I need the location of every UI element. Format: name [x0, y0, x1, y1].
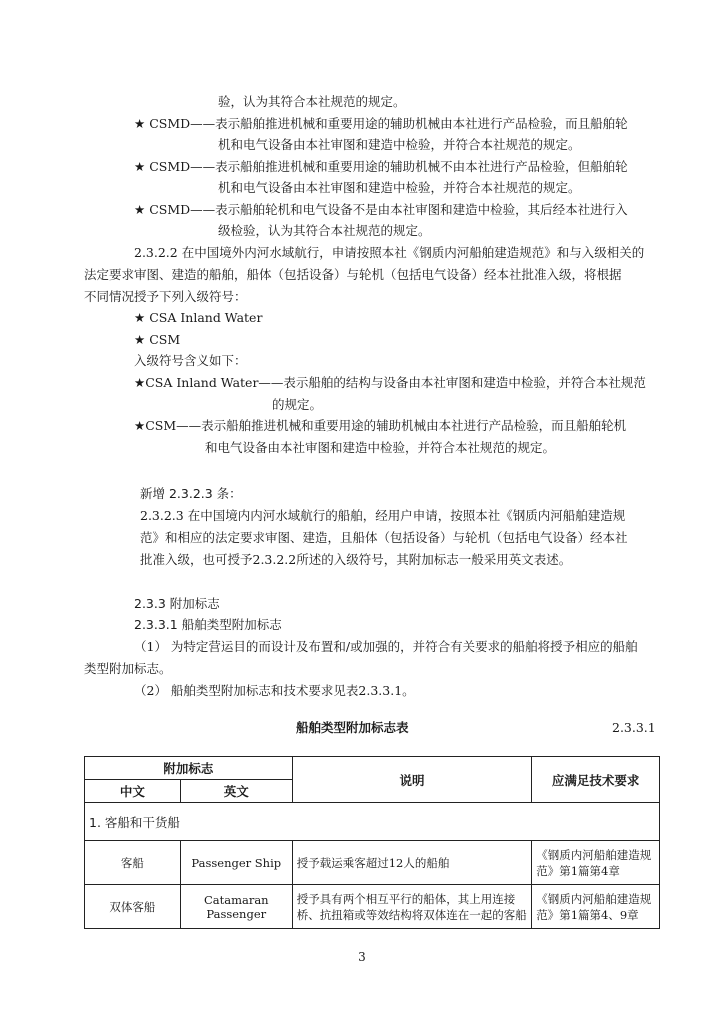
table-header-row	[85, 757, 660, 780]
star-icon: ★	[134, 375, 146, 390]
cell-en: Passenger Ship	[180, 841, 292, 885]
table-row	[85, 885, 660, 929]
flag-table	[84, 756, 660, 929]
cell-req: 《钢质内河船舶建造规范》第1篇第4章	[532, 841, 660, 885]
star-icon: ★	[134, 310, 146, 325]
paragraph-line: 法定要求审图、建造的船舶，船体（包括设备）与轮机（包括电气设备）经本社批准入级，将根据	[84, 267, 622, 282]
star-item-text: CSMD——表示船舶推进机械和重要用途的辅助机械由本社进行产品检验，而且船舶轮	[149, 116, 628, 131]
text-line: 和电气设备由本社审图和建造中检验，并符合本社规范的规定。	[205, 440, 556, 455]
star-item	[134, 116, 628, 132]
star-item	[134, 202, 628, 218]
paragraph-line: 2.3.2.3 在中国境内内河水域航行的船舶，经用户申请，按照本社《钢质内河船舶建造规	[140, 508, 626, 523]
text-line: 机和电气设备由本社审图和建造中检验，并符合本社规范的规定。	[218, 180, 581, 195]
text-line: 机和电气设备由本社审图和建造中检验，并符合本社规范的规定。	[218, 137, 581, 152]
star-item	[134, 159, 628, 175]
paragraph-line: 2.3.2.2 在中国境外内河水域航行，申请按照本社《钢质内河船舶建造规范》和与入级相关的	[134, 245, 645, 260]
paragraph-line: 类型附加标志。	[84, 661, 172, 676]
star-item-text: CSA Inland Water——表示船舶的结构与设备由本社审图和建造中检验，并符合本社规范	[145, 375, 646, 390]
header-cell-en: 英文	[180, 780, 292, 803]
paragraph-line: 不同情况授予下列入级符号：	[84, 289, 247, 304]
paragraph-line: 批准入级，也可授予2.3.2.2所述的入级符号，其附加标志一般采用英文表述。	[140, 552, 572, 567]
symbol-text: CSA Inland Water	[149, 310, 263, 325]
cell-cn: 客船	[85, 841, 181, 885]
header-cell-mark: 附加标志	[85, 757, 293, 780]
text-line: 的规定。	[272, 397, 323, 412]
paragraph-line: 范》和相应的法定要求审图、建造，且船体（包括设备）与轮机（包括电气设备）经本社	[140, 530, 628, 545]
cell-en: Catamaran Passenger	[180, 885, 292, 929]
table-row	[85, 841, 660, 885]
symbol-text: CSM	[149, 332, 181, 347]
star-icon: ★	[134, 159, 146, 174]
table-title: 船舶类型附加标志表	[296, 720, 409, 735]
star-item-text: CSM——表示船舶推进机械和重要用途的辅助机械由本社进行产品检验，而且船舶轮机	[145, 418, 627, 433]
cell-cn: 双体客船	[85, 885, 181, 929]
star-icon: ★	[134, 202, 146, 217]
addition-heading: 新增 2.3.2.3 条：	[140, 486, 242, 501]
star-item-text: CSMD——表示船舶轮机和电气设备不是由本社审图和建造中检验，其后经本社进行入	[149, 202, 628, 217]
section-heading: 2.3.3 附加标志	[134, 596, 220, 611]
star-item	[134, 418, 626, 434]
star-icon: ★	[134, 332, 146, 347]
text-line: 级检验，认为其符合本社规范的规定。	[218, 223, 431, 238]
cell-desc: 授予具有两个相互平行的船体，其上用连接桥、抗扭箱或等效结构将双体连在一起的客船	[292, 885, 532, 929]
star-item	[134, 375, 646, 391]
symbol-item	[134, 310, 262, 326]
section-cell: 1. 客船和干货船	[85, 803, 660, 841]
header-cell-desc: 说明	[292, 757, 532, 803]
cell-req: 《钢质内河船舶建造规范》第1篇第4、9章	[532, 885, 660, 929]
star-icon: ★	[134, 418, 146, 433]
table-number: 2.3.3.1	[612, 720, 656, 735]
header-cell-req: 应满足技术要求	[532, 757, 660, 803]
paragraph-line: （2） 船舶类型附加标志和技术要求见表2.3.3.1。	[134, 683, 415, 698]
star-item-text: CSMD——表示船舶推进机械和重要用途的辅助机械不由本社进行产品检验，但船舶轮	[149, 159, 628, 174]
paragraph-line: （1） 为特定营运目的而设计及布置和/或加强的，并符合有关要求的船舶将授予相应的船舶	[134, 639, 638, 654]
table-section-row	[85, 803, 660, 841]
header-cell-cn: 中文	[85, 780, 181, 803]
symbol-item	[134, 332, 180, 348]
subsection-heading: 2.3.3.1 船舶类型附加标志	[134, 617, 282, 632]
star-icon: ★	[134, 116, 146, 131]
text-line: 入级符号含义如下：	[134, 353, 247, 368]
text-line: 验，认为其符合本社规范的规定。	[218, 94, 406, 109]
cell-desc: 授予载运乘客超过12人的船舶	[292, 841, 532, 885]
page-number: 3	[358, 950, 366, 964]
